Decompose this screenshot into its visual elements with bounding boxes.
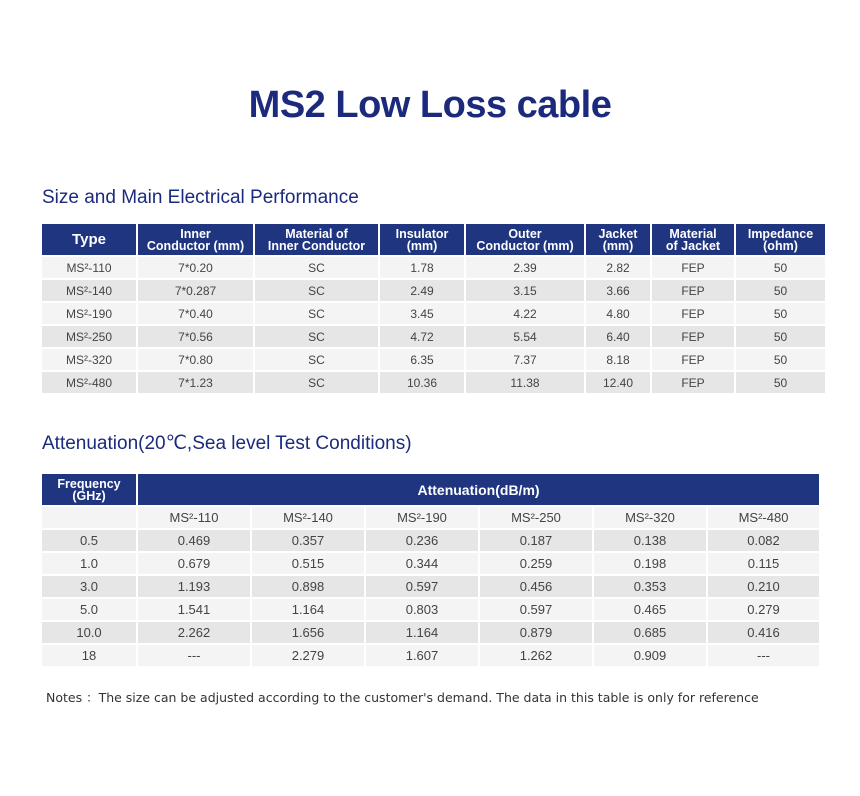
section-title-attenuation: Attenuation(20℃,Sea level Test Conditions) <box>42 433 412 454</box>
table-cell: 0.803 <box>366 599 478 620</box>
table-row <box>42 622 819 643</box>
table-cell: 0.909 <box>594 645 706 666</box>
table-cell: 6.35 <box>380 349 464 370</box>
table-cell: 2.279 <box>252 645 364 666</box>
table-cell: 1.164 <box>252 599 364 620</box>
table-cell: 7*0.40 <box>138 303 253 324</box>
table-cell: MS²-190 <box>366 507 478 528</box>
table-cell: 7*0.287 <box>138 280 253 301</box>
table-cell: 50 <box>736 303 825 324</box>
table-cell: 0.198 <box>594 553 706 574</box>
table-cell: SC <box>255 349 378 370</box>
table-cell: 1.607 <box>366 645 478 666</box>
table-cell: 2.82 <box>586 257 650 278</box>
table-cell: 5.54 <box>466 326 584 347</box>
table-cell: SC <box>255 257 378 278</box>
table-cell: 1.164 <box>366 622 478 643</box>
table-cell: 0.5 <box>42 530 136 551</box>
table-cell: 10.36 <box>380 372 464 393</box>
table-cell: 0.469 <box>138 530 250 551</box>
table-cell: 0.236 <box>366 530 478 551</box>
table-cell: 8.18 <box>586 349 650 370</box>
header-material-inner: Material of Inner Conductor <box>255 224 378 255</box>
header-material-jacket: Material of Jacket <box>652 224 734 255</box>
table-cell: MS²-110 <box>42 257 136 278</box>
table-cell: 7*0.20 <box>138 257 253 278</box>
table-cell: 0.187 <box>480 530 592 551</box>
table-cell: 0.597 <box>366 576 478 597</box>
table-cell: 3.0 <box>42 576 136 597</box>
table-cell: 3.66 <box>586 280 650 301</box>
header-frequency: Frequency (GHz) <box>42 474 136 505</box>
table-cell: MS²-480 <box>42 372 136 393</box>
table-cell: 0.465 <box>594 599 706 620</box>
table-row <box>42 645 819 666</box>
table-cell: 0.082 <box>708 530 819 551</box>
table-cell: 1.262 <box>480 645 592 666</box>
table-cell: 18 <box>42 645 136 666</box>
table-cell: 50 <box>736 280 825 301</box>
table-cell: 0.259 <box>480 553 592 574</box>
header-outer-conductor: Outer Conductor (mm) <box>466 224 584 255</box>
table-cell: 1.541 <box>138 599 250 620</box>
attenuation-table <box>40 472 821 668</box>
table-row <box>42 576 819 597</box>
table-cell: 12.40 <box>586 372 650 393</box>
table-cell: 11.38 <box>466 372 584 393</box>
header-inner-conductor: Inner Conductor (mm) <box>138 224 253 255</box>
page-title: MS2 Low Loss cable <box>248 84 612 126</box>
table-row <box>42 349 825 370</box>
table-cell: 2.39 <box>466 257 584 278</box>
table-cell: FEP <box>652 303 734 324</box>
table-cell: SC <box>255 280 378 301</box>
table-cell: 4.80 <box>586 303 650 324</box>
notes-text: Notes ：The size can be adjusted according to the customer's demand. The data in this table is only for reference <box>46 690 759 705</box>
table-cell: FEP <box>652 349 734 370</box>
table-cell: 1.656 <box>252 622 364 643</box>
table-cell: 0.115 <box>708 553 819 574</box>
header-attenuation: Attenuation(dB/m) <box>138 474 819 505</box>
table-cell: --- <box>708 645 819 666</box>
table-cell: 0.138 <box>594 530 706 551</box>
table-cell <box>42 507 136 528</box>
table-cell: FEP <box>652 326 734 347</box>
table-cell: 0.685 <box>594 622 706 643</box>
table-cell: 6.40 <box>586 326 650 347</box>
table-cell: 7*0.80 <box>138 349 253 370</box>
header-impedance: Impedance (ohm) <box>736 224 825 255</box>
table-cell: MS²-480 <box>708 507 819 528</box>
table-cell: MS²-320 <box>42 349 136 370</box>
table-cell: FEP <box>652 280 734 301</box>
table-cell: 0.879 <box>480 622 592 643</box>
table-cell: 50 <box>736 372 825 393</box>
table-cell: 0.597 <box>480 599 592 620</box>
table-cell: MS²-250 <box>42 326 136 347</box>
table-cell: SC <box>255 372 378 393</box>
table-cell: 7*1.23 <box>138 372 253 393</box>
table-cell: MS²-250 <box>480 507 592 528</box>
header-type: Type <box>42 224 136 255</box>
table-cell: 7.37 <box>466 349 584 370</box>
table-cell: 0.344 <box>366 553 478 574</box>
table-cell: 0.898 <box>252 576 364 597</box>
header-insulator: Insulator (mm) <box>380 224 464 255</box>
spec-table <box>40 222 827 395</box>
table-cell: 50 <box>736 326 825 347</box>
spec-header-row <box>42 224 825 255</box>
table-cell: 0.456 <box>480 576 592 597</box>
table-cell: 0.279 <box>708 599 819 620</box>
table-row <box>42 280 825 301</box>
table-row <box>42 326 825 347</box>
table-cell: FEP <box>652 372 734 393</box>
table-row <box>42 599 819 620</box>
table-cell: SC <box>255 303 378 324</box>
table-cell: 2.262 <box>138 622 250 643</box>
table-cell: 0.679 <box>138 553 250 574</box>
table-cell: 1.0 <box>42 553 136 574</box>
table-cell: 4.22 <box>466 303 584 324</box>
section-title-size: Size and Main Electrical Performance <box>42 187 359 208</box>
table-cell: 50 <box>736 349 825 370</box>
table-cell: MS²-190 <box>42 303 136 324</box>
attenuation-type-row <box>42 507 819 528</box>
table-cell: SC <box>255 326 378 347</box>
table-cell: 10.0 <box>42 622 136 643</box>
table-cell: 3.15 <box>466 280 584 301</box>
table-cell: 1.78 <box>380 257 464 278</box>
table-cell: MS²-140 <box>252 507 364 528</box>
table-row <box>42 372 825 393</box>
table-cell: 0.515 <box>252 553 364 574</box>
table-row <box>42 553 819 574</box>
table-row <box>42 257 825 278</box>
table-cell: MS²-110 <box>138 507 250 528</box>
table-cell: MS²-140 <box>42 280 136 301</box>
table-cell: 4.72 <box>380 326 464 347</box>
table-row <box>42 530 819 551</box>
attenuation-header-row <box>42 474 819 505</box>
table-cell: 5.0 <box>42 599 136 620</box>
table-cell: 2.49 <box>380 280 464 301</box>
table-cell: 3.45 <box>380 303 464 324</box>
table-cell: 1.193 <box>138 576 250 597</box>
table-cell: 7*0.56 <box>138 326 253 347</box>
table-cell: 0.210 <box>708 576 819 597</box>
table-cell: MS²-320 <box>594 507 706 528</box>
table-row <box>42 303 825 324</box>
table-cell: 0.416 <box>708 622 819 643</box>
header-jacket: Jacket (mm) <box>586 224 650 255</box>
table-cell: --- <box>138 645 250 666</box>
table-cell: 0.353 <box>594 576 706 597</box>
table-cell: 50 <box>736 257 825 278</box>
table-cell: 0.357 <box>252 530 364 551</box>
table-cell: FEP <box>652 257 734 278</box>
